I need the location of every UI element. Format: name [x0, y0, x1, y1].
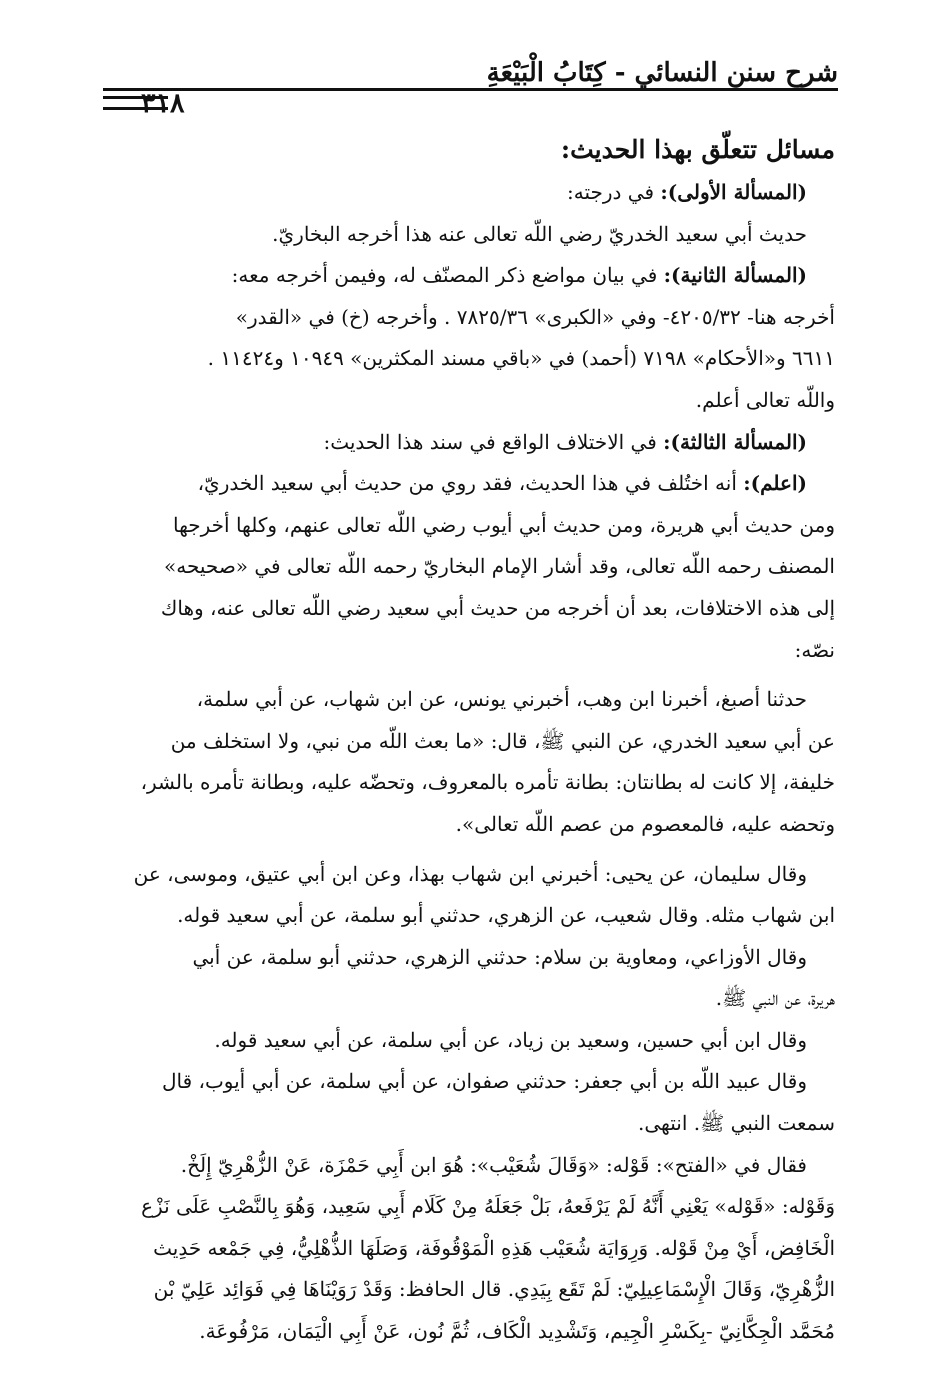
line-text: وتحضه عليه، فالمعصوم من عصم اللّه تعالى».	[455, 811, 835, 836]
line-text: مُحَمَّد الْجِكَّانِيّ -بِكَسْرِ الْجِيم، وَتَشْدِيد الْكَاف، ثُمَّ نُون، عَنْ أَبِي الْيَمَان، مَرْفُوعَة.	[199, 1319, 835, 1344]
line-text: إلى هذه الاختلافات، بعد أن أخرجه من حديث أبي سعيد رضي اللّه تعالى عنه، وهاك	[160, 595, 835, 620]
line-text: المصنف رحمه اللّه تعالى، وقد أشار الإمام البخاريّ رحمه اللّه تعالى في «صحيحه»	[164, 554, 835, 579]
text-lines	[100, 172, 835, 1353]
line-text: في الاختلاف الواقع في سند هذا الحديث:	[323, 429, 664, 454]
line-text: في درجته:	[567, 180, 661, 204]
paragraph-gap	[100, 846, 835, 854]
line-text: وَقَوْله: «قَوْله» يَعْنِي أَنَّهُ لَمْ يَرْفَعهُ، بَلْ جَعَلَهُ مِنْ كَلَام أَبِي سَعِيد، وَهُوَ بِالنَّصْبِ عَلَى نَزْع	[141, 1194, 835, 1219]
text-line	[100, 721, 835, 763]
line-text: نصّه:	[794, 637, 835, 662]
page-number: ٣١٨	[141, 88, 185, 119]
issue-heading: (اعلم):	[743, 471, 807, 496]
text-line	[100, 1269, 835, 1311]
text-line	[100, 1103, 835, 1145]
text-line	[100, 1228, 835, 1270]
line-text: ٦٦١١ و«الأحكام» ٧١٩٨ (أحمد) في «باقي مسند المكثرين» ١٠٩٤٩ و١١٤٢٤ .	[207, 346, 835, 371]
text-line	[100, 937, 835, 979]
text-line	[100, 630, 835, 672]
text-line	[100, 380, 835, 422]
text-line	[100, 804, 835, 846]
line-text: ابن شهاب مثله. وقال شعيب، عن الزهري، حدثني أبو سلمة، عن أبي سعيد قوله.	[177, 903, 835, 928]
issue-heading: (المسألة الثالثة):	[663, 429, 807, 454]
line-text: وقال سليمان، عن يحيى: أخبرني ابن شهاب بهذا، وعن ابن أبي عتيق، وموسى، عن	[133, 861, 807, 886]
line-text: وقال ابن أبي حسين، وسعيد بن زياد، عن أبي سلمة، عن أبي سعيد قوله.	[214, 1027, 807, 1052]
line-text: الزُّهْرِيّ، وَقَالَ الْإِسْمَاعِيلِيّ: لَمْ تَقَع بِيَدِي. قال الحافظ: وَقَدْ رَوَيْنَاهَا فِي فَوَائِد عَلِيّ بْن	[153, 1277, 835, 1302]
line-text: فقال في «الفتح»: قَوْله: «وَقَالَ شُعَيْب»: هُوَ ابن أَبِي حَمْزَة، عَنْ الزُّهْرِيّ إِلَخْ.	[180, 1152, 807, 1177]
text-line	[100, 297, 835, 339]
line-text: أنه اختُلف في هذا الحديث، فقد روي من حديث أبي سعيد الخدريّ،	[197, 471, 744, 496]
text-line	[100, 255, 835, 297]
line-text: سمعت النبي ﷺ. انتهى.	[638, 1111, 835, 1136]
text-line	[100, 978, 835, 1020]
text-line	[100, 338, 835, 380]
line-text: واللّه تعالى أعلم.	[695, 387, 835, 412]
line-text: وقال عبيد اللّه بن أبي جعفر: حدثني صفوان، عن أبي سلمة، عن أبي أيوب، قال	[161, 1069, 807, 1094]
running-title: شرح سنن النسائي - كِتَابُ الْبَيْعَةِ	[486, 58, 838, 88]
line-text: حدثنا أصبغ، أخبرنا ابن وهب، أخبرني يونس، عن ابن شهاب، عن أبي سلمة،	[196, 687, 807, 712]
line-text: أخرجه هنا- ٤٢٠٥/٣٢- وفي «الكبرى» ٧٨٢٥/٣٦ . وأخرجه (خ) في «القدر»	[235, 304, 835, 329]
issue-heading: (المسألة الثانية):	[663, 263, 807, 288]
text-line	[100, 1311, 835, 1353]
line-text: هريرة، عن النبي ﷺ.	[715, 986, 835, 1011]
page-body	[100, 128, 835, 1353]
text-line	[100, 895, 835, 937]
text-line	[100, 679, 835, 721]
page-header	[103, 58, 838, 118]
line-text: ومن حديث أبي هريرة، ومن حديث أبي أيوب رضي اللّه تعالى عنهم، وكلها أخرجها	[172, 512, 835, 537]
text-line	[100, 588, 835, 630]
text-line	[100, 214, 835, 256]
line-text: عن أبي سعيد الخدري، عن النبي ﷺ، قال: «ما بعث اللّه من نبي، ولا استخلف من	[170, 728, 835, 753]
text-line	[100, 172, 835, 214]
paragraph-gap	[100, 671, 835, 679]
line-text: حديث أبي سعيد الخدريّ رضي اللّه تعالى عنه هذا أخرجه البخاريّ.	[272, 221, 807, 246]
text-line	[100, 762, 835, 804]
text-line	[100, 463, 835, 505]
text-line	[100, 505, 835, 547]
text-line	[100, 1061, 835, 1103]
line-text: الْخَافِض، أَيْ مِنْ قَوْله. وَرِوَايَة شُعَيْب هَذِهِ الْمَوْقُوفَة، وَصَلَهَا الذُّهْلِيُّ، فِي جَمْعه حَدِيث	[153, 1235, 835, 1260]
line-text: خليفة، إلا كانت له بطانتان: بطانة تأمره بالمعروف، وتحضّه عليه، وبطانة تأمره بالشر،	[140, 770, 835, 795]
line-text: وقال الأوزاعي، ومعاوية بن سلام: حدثني الزهري، حدثني أبو سلمة، عن أبي	[192, 944, 807, 969]
header-rule	[103, 88, 838, 91]
text-line	[100, 422, 835, 464]
text-line	[100, 1145, 835, 1187]
line-text: في بيان مواضع ذكر المصنّف له، وفيمن أخرجه معه:	[231, 263, 664, 288]
text-line	[100, 854, 835, 896]
text-line	[100, 1020, 835, 1062]
issue-heading: (المسألة الأولى):	[660, 180, 807, 204]
text-line	[100, 1186, 835, 1228]
section-title: مسائل تتعلّق بهذا الحديث:	[560, 135, 835, 164]
text-line	[100, 546, 835, 588]
